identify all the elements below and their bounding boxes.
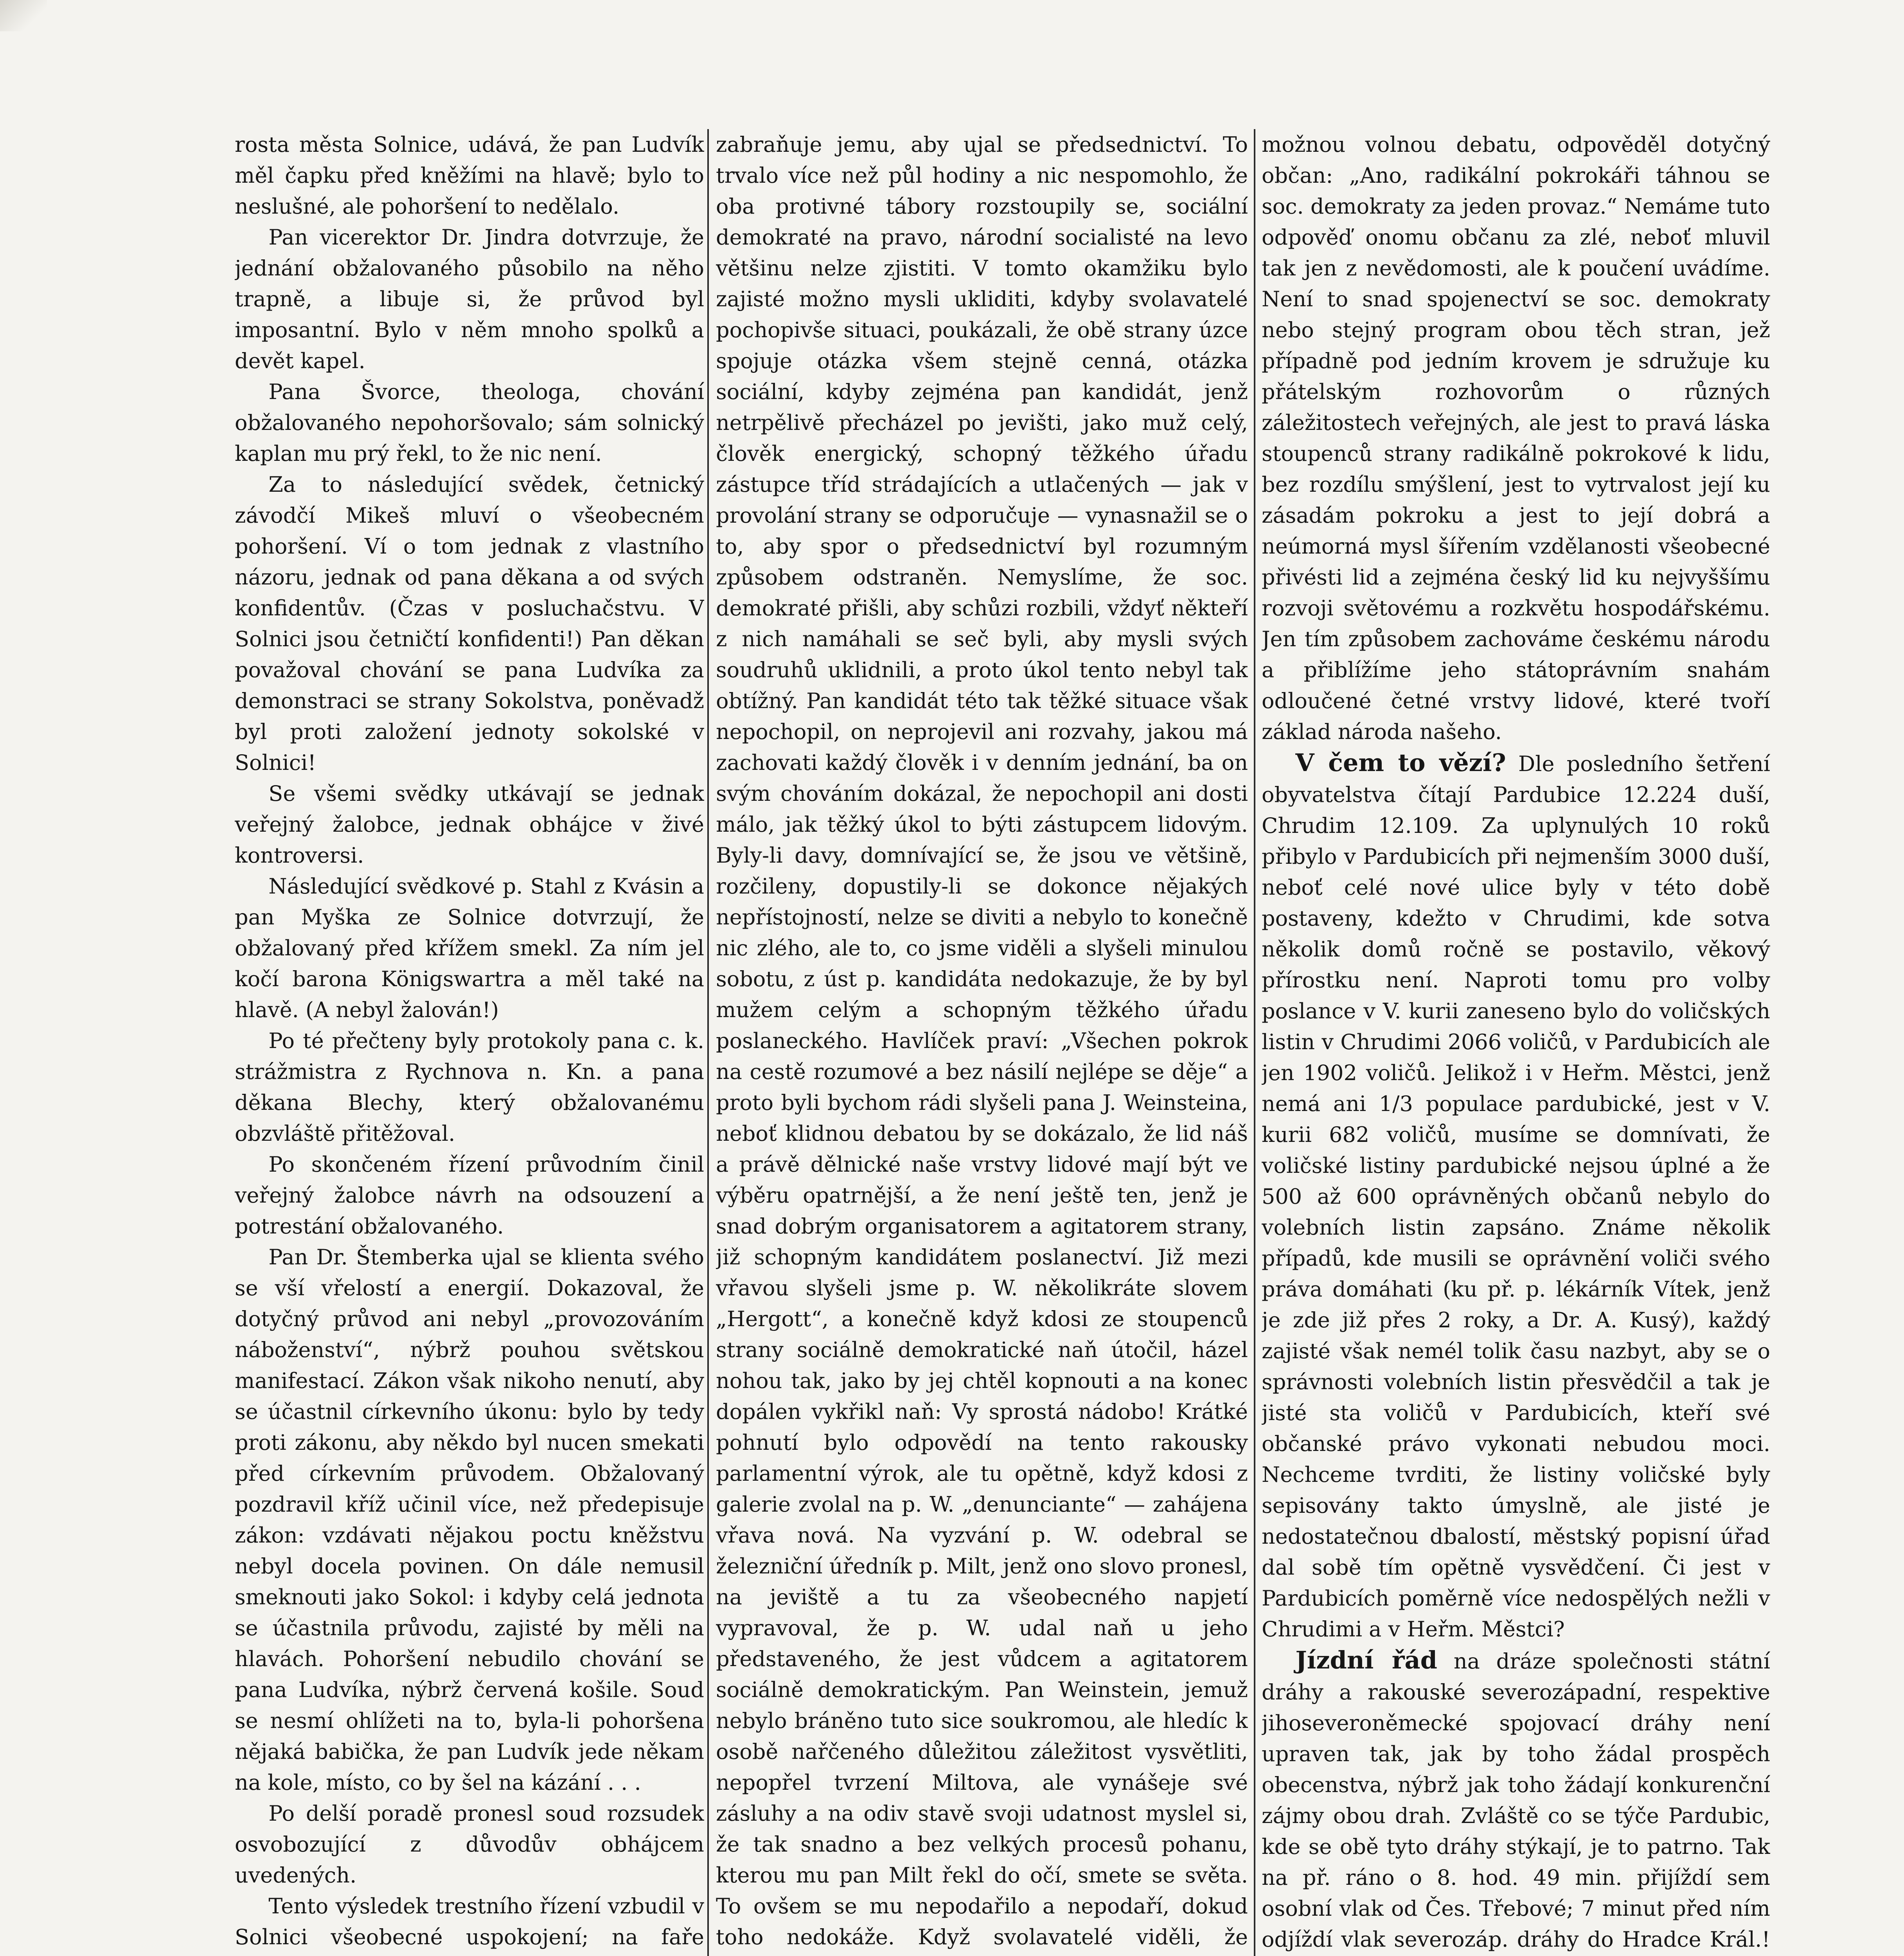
paragraph: možnou volnou debatu, odpověděl dotyčný občan: „Ano, radikální pokrokáři táhnou se soc. demokraty za jeden provaz.“ Nemáme tuto odpověď onomu občanu za zlé, neboť mluvil tak jen z nevědomosti, ale k poučení uvádíme. Není to snad spojenectví se soc. demokraty nebo stejný program obou těch stran, jež případně pod jedním krovem je sdružuje ku přátelským rozhovorům o různých záležitostech veřejných, ale jest to pravá láska stoupenců strany radikálně pokrokové k lidu, bez rozdílu smýšlení, jest to vytrvalost její ku zásadám pokroku a jest to její dobrá a neúmorná mysl šířením vzdělanosti všeobecné přivésti lid a zejména český lid ku nejvyššímu rozvoji světovému a rozkvětu hospodářskému. Jen tím způsobem zachováme českému národu a přiblížíme jeho státoprávním snahám odloučené četné vrstvy lidové, které tvoří základ národa našeho.: [1262, 132, 1770, 744]
article-body: Dle posledního šetření obyvatelstva čítají Pardubice 12.224 duší, Chrudim 12.109. Za uplynulých 10 roků přibylo v Pardubicích při nejmenším 3000 duší, neboť celé nové ulice byly v této době postaveny, kdežto v Chrudimi, kde sotva několik domů ročně se postavilo, věkový přírostku není. Naproti tomu pro volby poslance v V. kurii zaneseno bylo do voličských listin v Chrudimi 2066 voličů, v Pardubicích ale jen 1902 voličů. Jelikož i v Heřm. Městci, jenž nemá ani 1/3 populace pardubické, jest v V. kurii 682 voličů, musíme se domnívati, že voličské listiny pardubické nejsou úplné a že 500 až 600 oprávněných občanů nebylo do volebních listin zapsáno. Známe několik případů, kde musili se oprávnění voliči svého práva domáhati (ku př. p. lékárník Vítek, jenž je zde již přes 2 roky, a Dr. A. Kusý), každý zajisté však nemél tolik času nazbyt, aby se o správnosti volebních listin přesvědčil a tak je jisté sta voličů v Pardubicích, kteří své občanské právo vykonati nebudou moci. Nechceme tvrditi, že listiny voličské byly sepisovány takto úmyslně, ale jisté je nedostatečnou dbalostí, městský popisní úřad dal sobě tím opětně vysvědčení. Či jest v Pardubicích poměrně více nedospělých nežli v Chrudimi a v Heřm. Městci?: [1262, 751, 1770, 1641]
column-divider: [707, 129, 709, 1956]
column-3: [1262, 129, 1770, 1956]
paragraph: Po té přečteny byly protokoly pana c. k. strážmistra z Rychnova n. Kn. a pana děkana Blechy, který obžalovanému obzvláště přitěžoval.: [235, 1028, 704, 1146]
column-1: [235, 129, 704, 1956]
paragraph: rosta města Solnice, udává, že pan Ludvík měl čapku před kněžími na hlavě; bylo to neslušné, ale pohoršení to nedělalo.: [235, 132, 704, 219]
article-body: na dráze společnosti státní dráhy a rakouské severozápadní, respektive jihoseveroněmecké spojovací dráhy není upraven tak, jak by toho žádal prospěch obecenstva, nýbrž jak toho žádají konkurenční zájmy obou drah. Zvláště co se týče Pardubic, kde se obě tyto dráhy stýkají, je to patrno. Tak na př. ráno o 8. hod. 49 min. přijíždí sem osobní vlak od Čes. Třebové; 7 minut před ním odjíždí vlak severozáp. dráhy do Hradce Král.!: [1262, 1649, 1770, 1952]
paragraph: Pan Dr. Štemberka ujal se klienta svého se vší vřelostí a energií. Dokazoval, že dotyčný průvod ani nebyl „provozováním náboženství“, nýbrž pouhou světskou manifestací. Zákon však nikoho nenutí, aby se účastnil církevního úkonu: bylo by tedy proti zákonu, aby někdo byl nucen smekati před církevním průvodem. Obžalovaný pozdravil kříž učinil více, než předepisuje zákon: vzdávati nějakou poctu kněžstvu nebyl docela povinen. On dále nemusil smeknouti jako Sokol: i kdyby celá jednota se účastnila průvodu, zajisté by měli na hlavách. Pohoršení nebudilo chování se pana Ludvíka, nýbrž červená košile. Soud se nesmí ohlížeti na to, byla-li pohoršena nějaká babička, že pan Ludvík jede někam na kole, místo, co by šel na kázání . . .: [235, 1245, 704, 1795]
paragraph: Následující svědkové p. Stahl z Kvásin a pan Myška ze Solnice dotvrzují, že obžalovaný před křížem smekl. Za ním jel kočí barona Königswartra a měl také na hlavě. (A nebyl žalován!): [235, 874, 704, 1022]
paragraph: Se všemi svědky utkávají se jednak veřejný žalobce, jednak obhájce v živé kontroversi.: [235, 781, 704, 868]
scan-corner-shadow: [0, 0, 47, 31]
article-heading: Jízdní řád: [1295, 1646, 1437, 1674]
article-heading: V čem to vězí?: [1295, 748, 1506, 777]
paragraph: Tento výsledek trestního řízení vzbudil v Solnici všeobecné uspokojení; na faře: [235, 1894, 704, 1949]
paragraph: zabraňuje jemu, aby ujal se předsednictví. To trvalo více než půl hodiny a nic nespomohlo, že oba protivné tábory rozstoupily se, sociální demokraté na pravo, národní socialisté na levo většinu nelze zjistiti. V tomto okamžiku bylo zajisté možno mysli ukliditi, kdyby svolavatelé pochopivše situaci, poukázali, že obě strany úzce spojuje otázka všem stejně cenná, otázka sociální, kdyby zejména pan kandidát, jenž netrpělivě přecházel po jevišti, jako muž celý, člověk energický, schopný těžkého úřadu zástupce tříd strádajících a utlačených — jak v provolání strany se odporučuje — vynasnažil se o to, aby spor o předsednictví byl rozumným způsobem odstraněn. Nemyslíme, že soc. demokraté přišli, aby schůzi rozbili, vždyť někteří z nich namáhali se seč byli, aby mysli svých soudruhů uklidnili, a proto úkol tento nebyl tak obtížný. Pan kandidát této tak těžké situace však nepochopil, on neprojevil ani rozvahy, jakou má zachovati každý člověk i v denním jednání, ba on svým chováním dokázal, že nepochopil ani dosti málo, jak těžký úkol to býti zástupcem lidovým. Byly-li davy, domnívající se, že jsou ve většině, rozčileny, dopustily-li se dokonce nějakých nepřístojností, nelze se diviti a nebylo to konečně nic zlého, ale to, co jsme viděli a slyšeli minulou sobotu, z úst p. kandidáta nedokazuje, že by byl mužem celým a schopným těžkého úřadu poslaneckého. Havlíček praví: „Všechen pokrok na cestě rozumové a bez násilí nejlépe se děje“ a proto byli bychom rádi slyšeli pana J. Weinsteina, neboť klidnou debatou by se dokázalo, že lid náš a právě dělnické naše vrstvy lidové mají být ve výběru opatrnější, a že není ještě ten, jenž je snad dobrým organisatorem a agitatorem strany, již schopným kandidátem poslanectví. Již mezi vřavou slyšeli jsme p. W. několikráte slovem „Hergott“, a konečně když kdosi ze stoupenců strany sociálně demokratické naň útočil, házel nohou tak, jako by jej chtěl kopnouti a na konec dopálen vykřikl naň: Vy sprostá nádobo! Krátké pohnutí bylo odpovědí na tento rakousky parlamentní výrok, ale tu opětně, když kdosi z galerie zvolal na p. W. „denunciante“ — zahájena vřava nová. Na vyzvání p. W. odebral se železniční úředník p. Milt, jenž ono slovo pronesl, na jeviště a tu za všeobecného napjetí vypravoval, že p. W. udal naň u jeho představeného, že jest vůdcem a agitatorem sociálně demokratickým. Pan Weinstein, jemuž nebylo bráněno tuto sice soukromou, ale hledíc k osobě nařčeného důležitou záležitost vysvětliti, nepopřel tvrzení Miltova, ale vynášeje své zásluhy a na odiv stavě svoji udatnost myslel si, že tak snadno a bez velkých procesů pohanu, kterou mu pan Milt řekl do očí, smete se světa. To ovšem se mu nepodařilo a nepodaří, dokud toho nedokáže. Když svolavatelé viděli, že: [716, 132, 1248, 1949]
column-divider: [1254, 129, 1255, 1956]
paragraph: Pana Švorce, theologa, chování obžalovaného nepohoršovalo; sám solnický kaplan mu prý řekl, to že nic není.: [235, 379, 704, 466]
column-2: [716, 129, 1248, 1956]
paragraph: Za to následující svědek, četnický závodčí Mikeš mluví o všeobecném pohoršení. Ví o tom jednak z vlastního názoru, jednak od pana děkana a od svých konfidentův. (Čzas v posluchačstvu. V Solnici jsou četničtí konfidenti!) Pan děkan považoval chování se pana Ludvíka za demonstraci se strany Sokolstva, poněvadž byl proti založení jednoty sokolské v Solnici!: [235, 472, 704, 775]
paragraph: Pan vicerektor Dr. Jindra dotvrzuje, že jednání obžalovaného působilo na něho trapně, a libuje si, že průvod byl imposantní. Bylo v něm mnoho spolků a devět kapel.: [235, 225, 704, 373]
paragraph: Po delší poradě pronesl soud rozsudek osvobozující z důvodův obhájcem uvedených.: [235, 1801, 704, 1888]
paragraph: Po skončeném řízení průvodním činil veřejný žalobce návrh na odsouzení a potrestání obžalovaného.: [235, 1152, 704, 1239]
